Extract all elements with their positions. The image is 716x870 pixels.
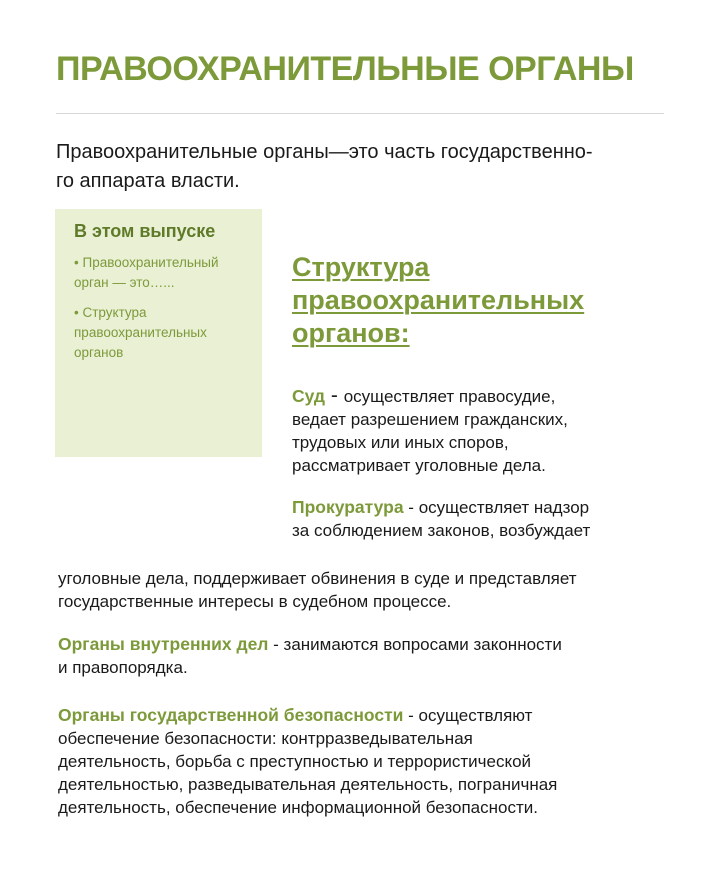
court-line: рассматривает уголовные дела. (292, 456, 546, 475)
prosecutor-line: государственные интересы в судебном процессе. (58, 592, 452, 611)
sidebar-item-line: правоохранительных (74, 325, 207, 340)
internal-affairs-line: занимаются вопросами законности (283, 635, 562, 654)
structure-heading-line: Структура (292, 252, 430, 282)
state-security-line: обеспечение безопасности: контрразведывательная (58, 729, 473, 748)
sidebar-item-line: Правоохранительный (82, 255, 219, 270)
structure-heading (292, 251, 662, 350)
structure-heading-line: правоохранительных (292, 285, 585, 315)
internal-affairs-paragraph (58, 633, 698, 679)
sidebar-list (74, 253, 248, 363)
sidebar-item-line: орган — это…... (74, 275, 175, 290)
state-security-line: деятельностью, разведывательная деятельность, пограничная (58, 775, 558, 794)
state-security-line: осуществляют (418, 706, 533, 725)
internal-affairs-separator: - (268, 635, 284, 654)
state-security-term: Органы государственной безопасности (58, 705, 404, 725)
intro-line: Правоохранительные органы—это часть государственно- (56, 141, 593, 163)
internal-affairs-term: Органы внутренних дел (58, 634, 269, 654)
prosecutor-paragraph-continued (58, 567, 698, 613)
page-title: ПРАВООХРАНИТЕЛЬНЫЕ ОРГАНЫ (56, 50, 634, 88)
prosecutor-line: осуществляет надзор (418, 498, 590, 517)
state-security-line: деятельность, борьба с преступностью и террористической (58, 752, 532, 771)
internal-affairs-line: и правопорядка. (58, 658, 188, 677)
court-line: трудовых или иных споров, (292, 433, 509, 452)
state-security-separator: - (403, 706, 419, 725)
title-divider (56, 113, 664, 114)
prosecutor-separator: - (403, 498, 419, 517)
state-security-paragraph (58, 704, 698, 819)
court-line: ведает разрешением гражданских, (292, 410, 568, 429)
issue-sidebar (55, 209, 262, 457)
prosecutor-line: за соблюдением законов, возбуждает (292, 521, 591, 540)
structure-heading-line: органов: (292, 318, 410, 348)
state-security-line: деятельность, обеспечение информационной безопасности. (58, 798, 538, 817)
intro-text (56, 138, 666, 196)
prosecutor-line: уголовные дела, поддерживает обвинения в суде и представляет (58, 569, 577, 588)
court-separator: - (325, 384, 344, 407)
court-paragraph (292, 384, 692, 477)
sidebar-item-line: органов (74, 345, 124, 360)
sidebar-item-line: Структура (82, 305, 147, 320)
court-line: осуществляет правосудие, (343, 387, 556, 406)
sidebar-heading: В этом выпуске (74, 221, 216, 241)
prosecutor-term: Прокуратура (292, 497, 404, 517)
court-term: Суд (292, 386, 326, 406)
prosecutor-paragraph (292, 496, 692, 542)
intro-line: го аппарата власти. (56, 170, 240, 192)
sidebar-item-definition (74, 253, 248, 293)
sidebar-item-structure (74, 303, 248, 363)
